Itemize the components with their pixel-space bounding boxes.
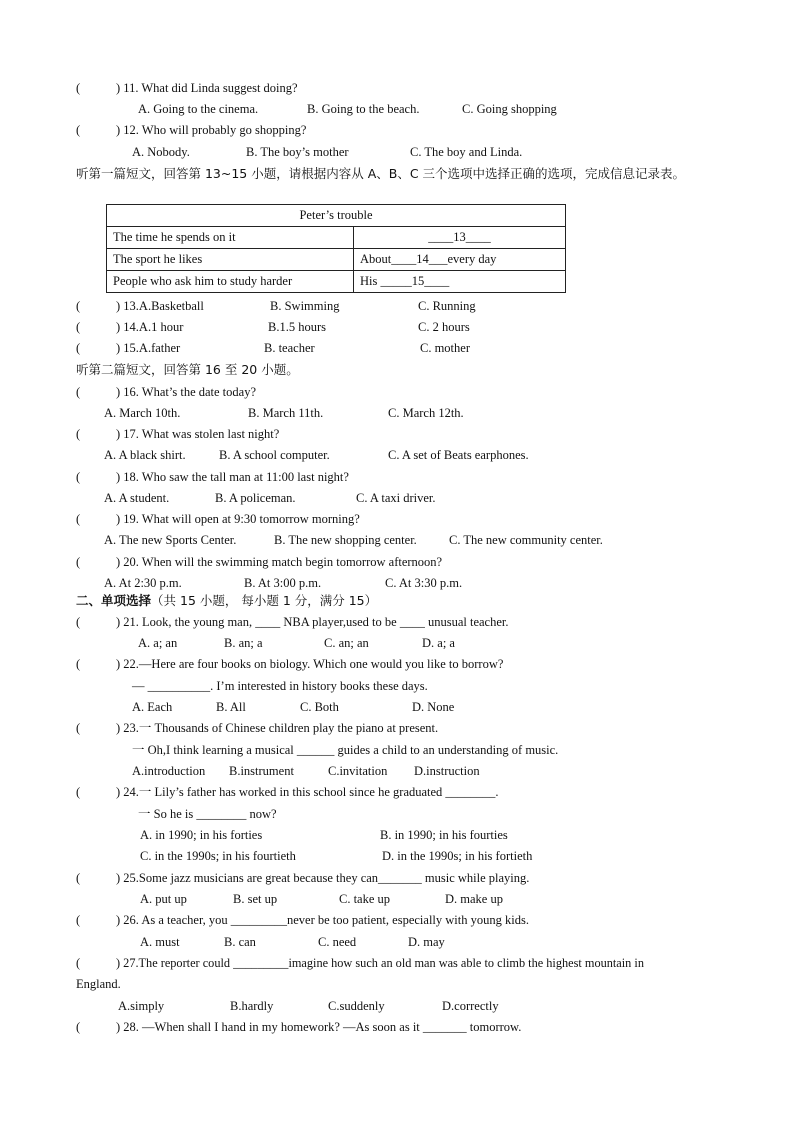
option-d[interactable]: D. may [408, 935, 445, 949]
option-c[interactable]: C. mother [420, 341, 470, 355]
part1-instruction: 听第一篇短文，回答第 13~15 小题，请根据内容从 A、B、C 三个选项中选择正确的选项，完成信息记录表。 [76, 166, 686, 181]
option-b[interactable]: B. teacher [264, 341, 315, 355]
option-c[interactable]: C. Running [418, 299, 476, 313]
option-a[interactable]: A. in 1990; in his forties [140, 828, 263, 842]
option-b[interactable]: B. Swimming [270, 299, 340, 313]
option-c[interactable]: C. Both [300, 700, 339, 714]
option-d[interactable]: D. None [412, 700, 455, 714]
option-a[interactable]: A. At 2:30 p.m. [104, 576, 182, 590]
option-c[interactable]: C. need [318, 935, 357, 949]
option-a[interactable]: A. Going to the cinema. [138, 102, 259, 116]
option-b[interactable]: B.1.5 hours [268, 320, 326, 334]
question-19: ( ) 19. What will open at 9:30 tomorrow morning? [76, 512, 360, 526]
option-d[interactable]: D. make up [445, 892, 503, 906]
option-a[interactable]: A. Nobody. [132, 145, 190, 159]
option-a[interactable]: A. put up [140, 892, 187, 906]
option-b[interactable]: B. can [224, 935, 256, 949]
question-21: ( ) 21. Look, the young man, ____ NBA player,used to be ____ unusual teacher. [76, 615, 509, 629]
row-label: People who ask him to study harder [107, 271, 354, 293]
option-b[interactable]: B. set up [233, 892, 278, 906]
option-b[interactable]: B.instrument [229, 764, 294, 778]
option-a[interactable]: A. Each [132, 700, 173, 714]
option-a[interactable]: A. The new Sports Center. [104, 533, 237, 547]
question-25: ( ) 25.Some jazz musicians are great because they can_______ music while playing. [76, 871, 530, 885]
row-value: ____13____ [354, 227, 566, 249]
question-15: ( ) 15.A.father [76, 341, 181, 355]
row-label: The sport he likes [107, 249, 354, 271]
question-17: ( ) 17. What was stolen last night? [76, 427, 280, 441]
option-c[interactable]: C. in the 1990s; in his fourtieth [140, 849, 296, 863]
question-20: ( ) 20. When will the swimming match begin tomorrow afternoon? [76, 555, 443, 569]
row-value: His _____15____ [354, 271, 566, 293]
section-2-title: 二、单项选择（共 15 小题， 每小题 1 分，满分 15） [76, 593, 378, 608]
question-22-response: — __________. I’m interested in history books these days. [132, 679, 428, 693]
info-table [106, 204, 566, 293]
option-b[interactable]: B. March 11th. [248, 406, 324, 420]
option-c[interactable]: C. Going shopping [462, 102, 557, 116]
question-28: ( ) 28. —When shall I hand in my homework? —As soon as it _______ tomorrow. [76, 1020, 522, 1034]
option-b[interactable]: B. The boy’s mother [246, 145, 349, 159]
option-a[interactable]: A. a; an [138, 636, 178, 650]
table-row [107, 227, 566, 249]
option-b[interactable]: B. At 3:00 p.m. [244, 576, 322, 590]
question-24-response: 一 So he is ________ now? [138, 807, 277, 821]
question-11: ( ) 11. What did Linda suggest doing? [76, 81, 298, 95]
option-c[interactable]: C. an; an [324, 636, 369, 650]
question-16: ( ) 16. What’s the date today? [76, 385, 257, 399]
table-title: Peter’s trouble [107, 205, 566, 227]
option-b[interactable]: B. an; a [224, 636, 263, 650]
option-c[interactable]: C. 2 hours [418, 320, 470, 334]
option-a[interactable]: A. must [140, 935, 180, 949]
option-c[interactable]: C. take up [339, 892, 391, 906]
option-c[interactable]: C. A set of Beats earphones. [388, 448, 529, 462]
option-b[interactable]: B. A school computer. [219, 448, 330, 462]
option-d[interactable]: D. in the 1990s; in his fortieth [382, 849, 533, 863]
option-c[interactable]: C.suddenly [328, 999, 385, 1013]
option-c[interactable]: C. March 12th. [388, 406, 464, 420]
question-13: ( ) 13.A.Basketball [76, 299, 204, 313]
question-26: ( ) 26. As a teacher, you _________never be too patient, especially with young kids. [76, 913, 529, 927]
option-a[interactable]: A.simply [118, 999, 165, 1013]
option-b[interactable]: B.hardly [230, 999, 274, 1013]
option-c[interactable]: C. The new community center. [449, 533, 603, 547]
option-b[interactable]: B. The new shopping center. [274, 533, 417, 547]
part2-instruction: 听第二篇短文，回答第 16 至 20 小题。 [76, 362, 299, 377]
question-14: ( ) 14.A.1 hour [76, 320, 184, 334]
option-a[interactable]: A. March 10th. [104, 406, 181, 420]
option-a[interactable]: A.introduction [132, 764, 206, 778]
option-b[interactable]: B. All [216, 700, 246, 714]
row-label: The time he spends on it [107, 227, 354, 249]
option-b[interactable]: B. A policeman. [215, 491, 296, 505]
option-d[interactable]: D.correctly [442, 999, 499, 1013]
question-22: ( ) 22.—Here are four books on biology. Which one would you like to borrow? [76, 657, 504, 671]
question-12: ( ) 12. Who will probably go shopping? [76, 123, 307, 137]
option-c[interactable]: C.invitation [328, 764, 388, 778]
table-row [107, 249, 566, 271]
question-18: ( ) 18. Who saw the tall man at 11:00 last night? [76, 470, 349, 484]
option-c[interactable]: C. A taxi driver. [356, 491, 436, 505]
option-d[interactable]: D. a; a [422, 636, 455, 650]
row-value: About____14___every day [354, 249, 566, 271]
option-b[interactable]: B. Going to the beach. [307, 102, 420, 116]
option-a[interactable]: A. A black shirt. [104, 448, 186, 462]
question-27-continued: England. [76, 977, 121, 991]
option-b[interactable]: B. in 1990; in his fourties [380, 828, 508, 842]
table-row [107, 271, 566, 293]
question-24: ( ) 24.一 Lily’s father has worked in this school since he graduated ________. [76, 785, 499, 799]
option-a[interactable]: A. A student. [104, 491, 170, 505]
option-c[interactable]: C. The boy and Linda. [410, 145, 523, 159]
question-23-response: 一 Oh,I think learning a musical ______ guides a child to an understanding of music. [132, 743, 559, 757]
question-23: ( ) 23.一 Thousands of Chinese children play the piano at present. [76, 721, 439, 735]
option-c[interactable]: C. At 3:30 p.m. [385, 576, 463, 590]
option-d[interactable]: D.instruction [414, 764, 480, 778]
question-27: ( ) 27.The reporter could _________imagine how such an old man was able to climb the highest mountain in [76, 956, 644, 970]
